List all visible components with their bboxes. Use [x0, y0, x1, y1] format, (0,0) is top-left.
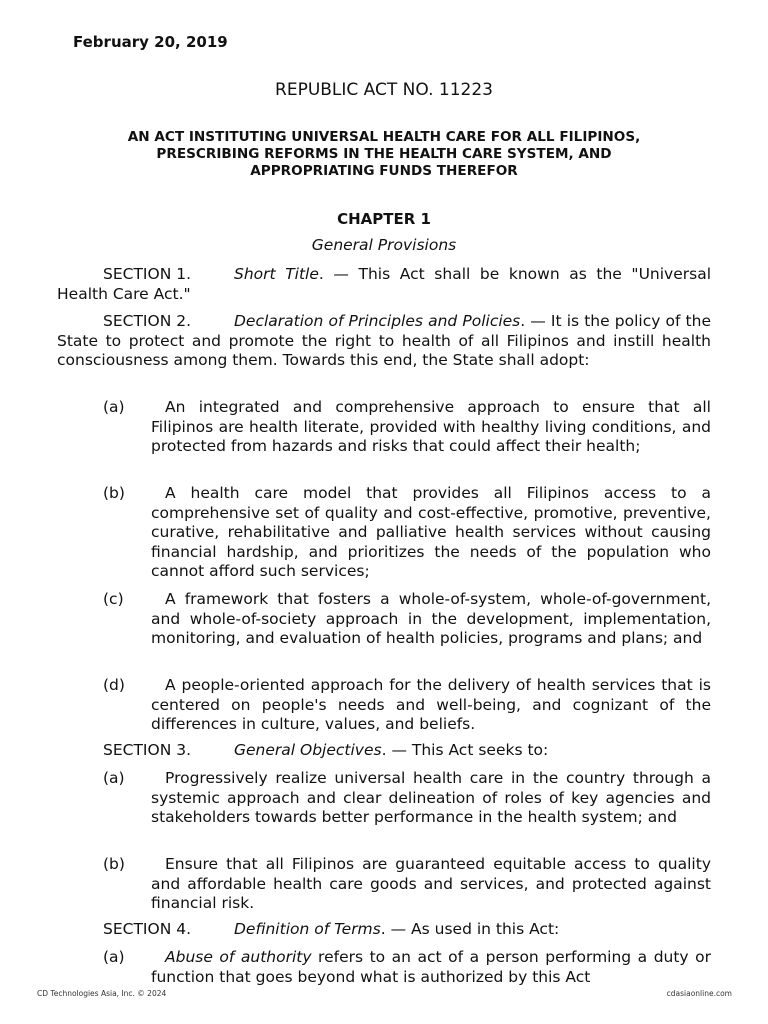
list-item: [103, 769, 711, 828]
section-1: [57, 265, 711, 304]
item-text: A people-oriented approach for the delivery of health services that is centered on people's needs and well-being, and cognizant of the differences in culture, values, and beliefs.: [151, 676, 711, 733]
section-number: SECTION 1.: [103, 265, 192, 283]
section-heading: Definition of Terms: [234, 920, 381, 938]
item-marker: (a): [103, 398, 125, 416]
act-title-line: APPROPRIATING FUNDS THEREFOR: [250, 163, 518, 179]
item-marker: (c): [103, 590, 124, 608]
footer-website: cdasiaonline.com: [666, 989, 732, 998]
item-text: An integrated and comprehensive approach to ensure that all Filipinos are health literate, provided with healthy living conditions, and protected from hazards and risks that could affect their health;: [151, 398, 711, 455]
section-4: [57, 920, 711, 940]
item-text: A framework that fosters a whole-of-system, whole-of-government, and whole-of-society approach in the development, implementation, monitoring, and evaluation of health policies, programs and plans; and: [151, 590, 711, 647]
chapter-subtitle: General Provisions: [311, 236, 457, 254]
section-number: SECTION 2.: [103, 312, 192, 330]
list-item: [103, 948, 711, 987]
section-text: . — It is the policy of the State to protect and promote the right to health of all Filipinos and instill health consciousness among them. Towards this end, the State shall adopt:: [57, 312, 711, 369]
section-heading: Declaration of Principles and Policies: [234, 312, 521, 330]
item-text: Ensure that all Filipinos are guaranteed equitable access to quality and affordable health care goods and services, and protected against financial risk.: [151, 855, 711, 912]
section-text: . — This Act shall be known as the "Universal Health Care Act.": [57, 265, 712, 303]
act-title-line: PRESCRIBING REFORMS IN THE HEALTH CARE SYSTEM, AND: [156, 146, 612, 162]
section-heading: General Objectives: [234, 741, 382, 759]
section-number: SECTION 3.: [103, 741, 192, 759]
list-item: [103, 484, 711, 582]
list-item: [103, 398, 711, 457]
defined-term: Abuse of authority: [165, 948, 312, 966]
item-marker: (a): [103, 948, 125, 966]
list-item: [103, 855, 711, 914]
footer-copyright: CD Technologies Asia, Inc. © 2024: [37, 989, 167, 998]
item-text: Progressively realize universal health care in the country through a systemic approach and clear delineation of roles of key agencies and stakeholders towards better performance in the health system; and: [151, 769, 711, 826]
section-3: [57, 741, 711, 761]
act-title: [60, 129, 708, 180]
act-title-line: AN ACT INSTITUTING UNIVERSAL HEALTH CARE FOR ALL FILIPINOS,: [127, 129, 641, 145]
chapter-label: CHAPTER 1: [337, 210, 431, 228]
item-marker: (b): [103, 855, 125, 873]
list-item: [103, 676, 711, 735]
section-text: . — As used in this Act:: [380, 920, 560, 938]
section-number: SECTION 4.: [103, 920, 192, 938]
item-marker: (b): [103, 484, 125, 502]
section-text: . — This Act seeks to:: [381, 741, 549, 759]
act-number: REPUBLIC ACT NO. 11223: [275, 80, 493, 100]
item-marker: (a): [103, 769, 125, 787]
list-item: [103, 590, 711, 649]
item-text: refers to an act of a person performing a duty or function that goes beyond what is authorized by this Act: [151, 948, 711, 986]
document-date: February 20, 2019: [73, 33, 228, 51]
section-heading: Short Title: [234, 265, 319, 283]
item-text: A health care model that provides all Filipinos access to a comprehensive set of quality and cost-effective, promotive, preventive, curative, rehabilitative and palliative health services without causing financial hardship, and prioritizes the needs of the population who cannot afford such services;: [151, 484, 711, 580]
section-2: [57, 312, 711, 371]
item-marker: (d): [103, 676, 125, 694]
